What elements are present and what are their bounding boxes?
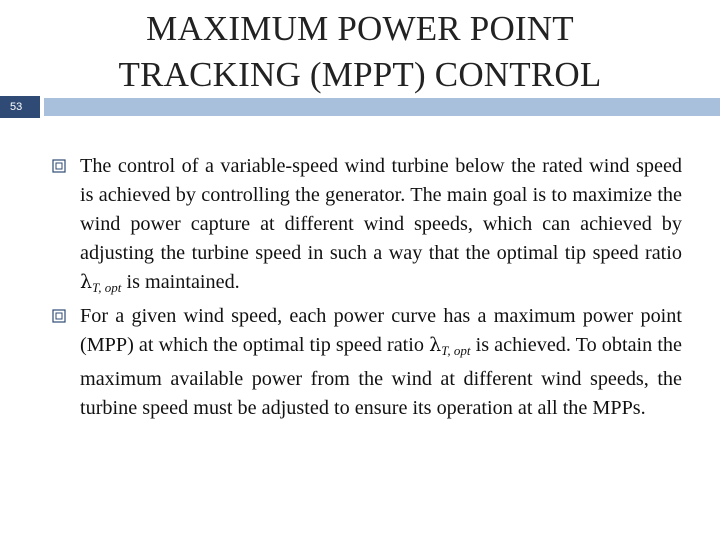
slide-title-line-2: TRACKING (MPPT) CONTROL <box>118 55 602 94</box>
bullet-text: The control of a variable-speed wind turbine below the rated wind speed is achieved by controlling the generator. The main goal is to maximize the wind power capture at different wind speeds, which can achieved by adjusting the turbine speed in such a way that the optimal tip speed ratio <box>80 155 682 264</box>
title-divider-bar <box>44 98 720 116</box>
slide-title <box>0 6 720 98</box>
lambda-symbol: λ <box>80 271 93 293</box>
lambda-subscript: T, opt <box>92 280 122 295</box>
bullet-list <box>50 152 682 423</box>
bullet-text: For a given wind speed, each power curve has a maximum power point (MPP) at which the optimal tip speed ratio <box>80 305 682 356</box>
slide-title-line-1: MAXIMUM POWER POINT <box>146 9 574 48</box>
bullet-text-end: is achieved. To obtain the maximum available power from the wind at different wind speeds, the turbine speed must be adjusted to ensure its operation at all the MPPs. <box>80 334 682 419</box>
lambda-subscript: T, opt <box>441 343 471 358</box>
square-bullet-icon <box>52 309 66 323</box>
lambda-symbol: λ <box>429 334 442 356</box>
bullet-text-end: is maintained. <box>121 271 240 293</box>
square-bullet-icon <box>52 159 66 173</box>
bullet-item <box>50 302 682 423</box>
slide-number: 53 <box>0 96 40 118</box>
bullet-item <box>50 152 682 302</box>
